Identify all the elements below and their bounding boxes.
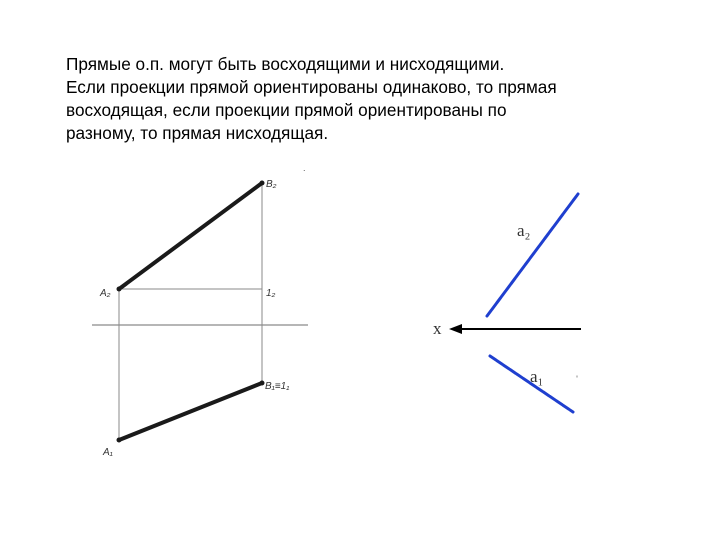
label-a1: a₁ bbox=[530, 367, 544, 386]
top-projection-a1b1 bbox=[119, 383, 262, 440]
point-b1 bbox=[260, 381, 265, 386]
label-a1: A₁ bbox=[103, 447, 113, 458]
point-a1 bbox=[117, 438, 122, 443]
x-axis-label: x bbox=[433, 319, 442, 338]
stray-mark: ˌ bbox=[575, 364, 579, 378]
ascending-line-diagram bbox=[92, 163, 308, 458]
front-projection-a2b2 bbox=[119, 183, 262, 289]
descending-line-diagram bbox=[433, 194, 581, 412]
label-a2: A₂ bbox=[100, 288, 111, 299]
projection-a2 bbox=[487, 194, 578, 316]
label-a2: a₂ bbox=[517, 221, 531, 240]
x-axis-arrowhead bbox=[449, 324, 462, 334]
text-line-4: разному, то прямая нисходящая. bbox=[66, 123, 329, 143]
text-line-3: восходящая, если проекции прямой ориентированы по bbox=[66, 100, 507, 120]
label-b1-1-1: B₁≡1₁ bbox=[265, 381, 290, 392]
label-b2: B₂ bbox=[266, 179, 277, 190]
label-1-2: 1₂ bbox=[266, 288, 276, 299]
point-a2 bbox=[117, 287, 122, 292]
text-line-1: Прямые о.п. могут быть восходящими и нисходящими. bbox=[66, 54, 505, 74]
stray-dot: . bbox=[303, 163, 306, 173]
point-b2 bbox=[260, 181, 265, 186]
text-line-2: Если проекции прямой ориентированы одинаково, то прямая bbox=[66, 77, 557, 97]
